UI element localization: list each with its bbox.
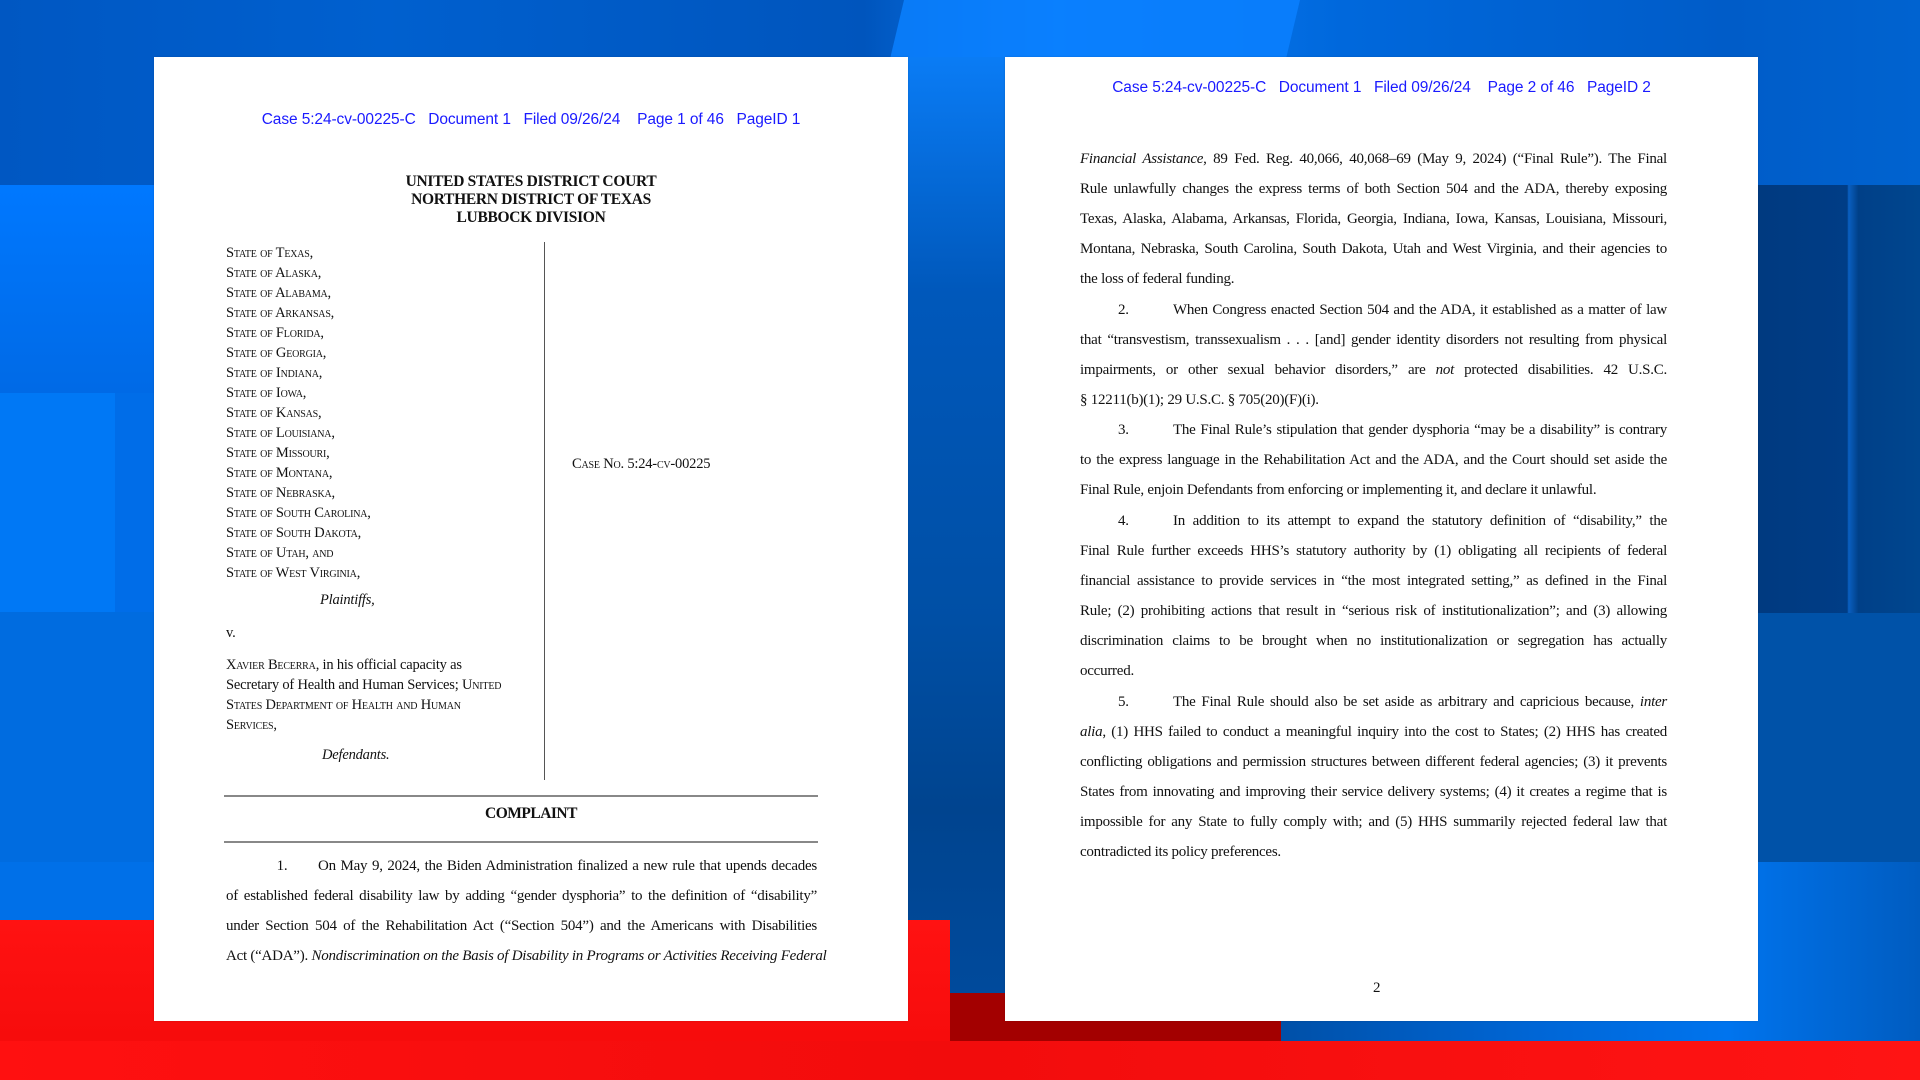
defendants-label: Defendants. xyxy=(322,747,390,763)
court-name: UNITED STATES DISTRICT COURT xyxy=(405,173,657,190)
paragraph-4-line-5: discrimination claims to be brought when no institutionalization or segregation has actually xyxy=(1080,633,1667,649)
plaintiff-state: State of West Virginia, xyxy=(226,565,361,581)
paragraph-text: In addition to its attempt to expand the statutory definition of “disability,” the xyxy=(1173,513,1667,529)
plaintiff-state: State of Montana, xyxy=(226,465,333,481)
paragraph-5-line-1 xyxy=(1080,693,1667,711)
rule-title-italic: Nondiscrimination on the Basis of Disability in Programs or Activities Receiving Federal xyxy=(311,948,827,964)
continuation-line-3: Texas, Alaska, Alabama, Arkansas, Florida, Georgia, Indiana, Iowa, Kansas, Louisiana, Missouri, xyxy=(1080,211,1667,227)
paragraph-2-line-2: that “transvestism, transsexualism . . . [and] gender identity disorders not resulting from physical xyxy=(1080,332,1667,348)
plaintiff-state: State of Georgia, xyxy=(226,345,327,361)
background-square-left xyxy=(0,393,115,612)
paragraph-text: impairments, or other sexual behavior disorders,” are xyxy=(1080,362,1436,378)
plaintiff-state: State of Texas, xyxy=(226,245,314,261)
paragraph-4-line-4: Rule; (2) prohibiting actions that result in “serious risk of institutionalization”; and (3) allowing xyxy=(1080,603,1667,619)
defendant-capacity: , in his official capacity as xyxy=(315,657,462,673)
plaintiff-state: State of Missouri, xyxy=(226,445,330,461)
defendant-agency-start: United xyxy=(462,677,502,693)
background-red-band-bottom xyxy=(0,1041,1920,1080)
paragraph-5-line-3: conflicting obligations and permission structures between different federal agencies; (3) it prevents xyxy=(1080,754,1667,770)
complaint-rule-bottom xyxy=(224,841,818,843)
document-page-2 xyxy=(1005,57,1758,1021)
background-band-right-mid xyxy=(1758,613,1920,862)
plaintiff-state: State of Louisiana, xyxy=(226,425,335,441)
paragraph-5-line-2 xyxy=(1080,723,1667,741)
emphasis-alia: alia xyxy=(1080,724,1103,740)
paragraph-text: On May 9, 2024, the Biden Administration finalized a new rule that upends decades xyxy=(318,858,817,874)
caption-divider xyxy=(544,242,545,780)
emphasis-inter: inter xyxy=(1639,694,1667,710)
complaint-heading: COMPLAINT xyxy=(485,805,577,822)
paragraph-2-line-3 xyxy=(1080,361,1667,379)
paragraph-5-line-6: contradicted its policy preferences. xyxy=(1080,844,1281,860)
continuation-line-5: the loss of federal funding. xyxy=(1080,271,1235,287)
case-number: Case No. 5:24-cv-00225 xyxy=(572,456,711,472)
emphasis-not: not xyxy=(1435,362,1455,378)
paragraph-text: Act (“ADA”). xyxy=(226,948,312,964)
defendant-agency-end: Services xyxy=(226,717,274,733)
rule-title-italic: Financial Assistance xyxy=(1080,151,1204,167)
paragraph-4-line-3: financial assistance to provide services in “the most integrated setting,” as defined in the Final xyxy=(1080,573,1667,589)
plaintiff-state: State of Indiana, xyxy=(226,365,323,381)
paragraph-4-line-1 xyxy=(1080,512,1667,530)
paragraph-2-line-4: § 12211(b)(1); 29 U.S.C. § 705(20)(F)(i). xyxy=(1080,392,1319,408)
defendant-line-2 xyxy=(226,675,501,695)
paragraph-text: , (1) HHS failed to conduct a meaningful inquiry into the cost to States; (2) HHS has created xyxy=(1102,724,1667,740)
background-band-right-navy xyxy=(1758,185,1920,613)
background-gap-gradient xyxy=(908,57,1005,997)
paragraph-number: 4. xyxy=(1118,513,1129,529)
plaintiff-state: State of Utah, and xyxy=(226,545,334,561)
defendant-line-4 xyxy=(226,715,277,735)
defendant-name: Xavier Becerra xyxy=(226,657,316,673)
paragraph-number: 1. xyxy=(276,858,288,874)
paragraph-3-line-1 xyxy=(1080,421,1667,439)
plaintiff-state: State of South Carolina, xyxy=(226,505,371,521)
ecf-header: Case 5:24-cv-00225-C Document 1 Filed 09/26/24 Page 1 of 46 PageID 1 xyxy=(261,111,801,128)
paragraph-number: 2. xyxy=(1118,302,1129,318)
page-number: 2 xyxy=(1373,980,1381,996)
paragraph-number: 3. xyxy=(1118,422,1129,438)
plaintiffs-label: Plaintiffs, xyxy=(320,592,375,608)
paragraph-5-line-4: States from innovating and improving their service delivery systems; (4) it creates a regime that is xyxy=(1080,784,1667,800)
plaintiff-state: State of Kansas, xyxy=(226,405,322,421)
plaintiff-state: State of Nebraska, xyxy=(226,485,335,501)
continuation-line-2: Rule unlawfully changes the express terms of both Section 504 and the ADA, thereby exposing xyxy=(1080,181,1667,197)
paragraph-4-line-6: occurred. xyxy=(1080,663,1134,679)
defendant-line-3: States Department of Health and Human xyxy=(226,697,461,713)
paragraph-5-line-5: impossible for any State to fully comply with; and (5) HHS summarily rejected federal law that xyxy=(1080,814,1667,830)
paragraph-3-line-3: Final Rule, enjoin Defendants from enforcing or implementing it, and declare it unlawful. xyxy=(1080,482,1597,498)
paragraph-1-line-3: under Section 504 of the Rehabilitation Act (“Section 504”) and the Americans with Disabilities xyxy=(226,918,817,934)
paragraph-text: The Final Rule should also be set aside as arbitrary and capricious because, xyxy=(1173,694,1640,710)
paragraph-number: 5. xyxy=(1118,694,1129,710)
ecf-header: Case 5:24-cv-00225-C Document 1 Filed 09/26/24 Page 2 of 46 PageID 2 xyxy=(1112,79,1651,96)
paragraph-3-line-2: to the express language in the Rehabilitation Act and the ADA, and the Court should set aside the xyxy=(1080,452,1667,468)
court-division: LUBBOCK DIVISION xyxy=(456,209,606,226)
paragraph-text: protected disabilities. 42 U.S.C. xyxy=(1454,362,1667,378)
paragraph-1-line-1 xyxy=(226,857,817,875)
continuation-line-1 xyxy=(1080,150,1667,168)
plaintiff-state: State of Alaska, xyxy=(226,265,322,281)
paragraph-text: When Congress enacted Section 504 and the ADA, it established as a matter of law xyxy=(1173,302,1667,318)
plaintiff-state: State of Alabama, xyxy=(226,285,331,301)
plaintiff-state: State of Arkansas, xyxy=(226,305,335,321)
paragraph-2-line-1 xyxy=(1080,301,1667,319)
court-district: NORTHERN DISTRICT OF TEXAS xyxy=(411,191,651,208)
defendant-title: Secretary of Health and Human Services; xyxy=(226,677,462,693)
versus-label: v. xyxy=(226,625,236,641)
plaintiff-state: State of South Dakota, xyxy=(226,525,362,541)
complaint-rule-top xyxy=(224,795,818,797)
defendant-line-1 xyxy=(226,655,462,675)
paragraph-text: , 89 Fed. Reg. 40,066, 40,068–69 (May 9, 2024) (“Final Rule”). The Final xyxy=(1203,151,1667,167)
paragraph-4-line-2: Final Rule further exceeds HHS’s statutory authority by (1) obligating all recipients of federal xyxy=(1080,543,1667,559)
document-page-1 xyxy=(154,57,908,1021)
continuation-line-4: Montana, Nebraska, South Carolina, South Dakota, Utah and West Virginia, and their agencies to xyxy=(1080,241,1667,257)
paragraph-1-line-4 xyxy=(226,947,827,965)
paragraph-1-line-2: of established federal disability law by adding “gender dysphoria” to the definition of “disability” xyxy=(226,888,817,904)
paragraph-text: The Final Rule’s stipulation that gender dysphoria “may be a disability” is contrary xyxy=(1173,422,1667,438)
plaintiff-state: State of Florida, xyxy=(226,325,324,341)
defendant-comma: , xyxy=(273,717,277,733)
plaintiff-state: State of Iowa, xyxy=(226,385,307,401)
plaintiffs-list xyxy=(226,243,371,583)
